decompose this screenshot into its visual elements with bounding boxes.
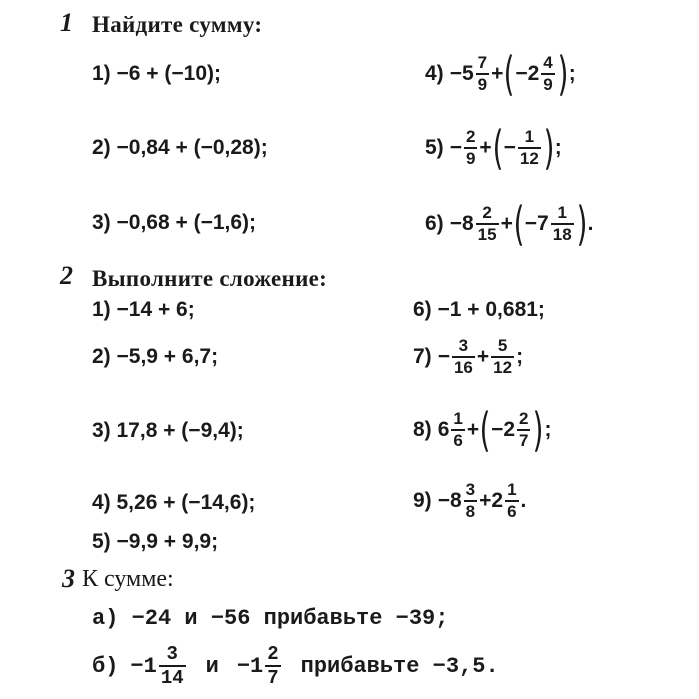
ex3-item-a: а) −24 и −56 прибавьте −39; <box>92 606 449 631</box>
terminator: ; <box>516 345 524 368</box>
fraction: $\frac{2}{9}$ <box>465 127 476 168</box>
exercise-1-number: 1 <box>60 8 73 37</box>
fraction: $\frac{1}{6}$ <box>453 409 463 450</box>
operator: + <box>479 489 492 512</box>
ex2-item-1: 1) −14 + 6; <box>92 298 195 321</box>
ex1-item-4 <box>425 46 576 102</box>
sign: − <box>503 136 516 159</box>
whole-part: −1 <box>130 653 157 679</box>
terminator: . <box>520 489 527 512</box>
open-paren: ( <box>503 47 515 101</box>
fraction: $\frac{3}{16}$ <box>453 336 473 377</box>
sign: − <box>449 136 462 159</box>
operator: + <box>500 212 513 235</box>
fraction: $\frac{4}{9}$ <box>543 53 553 94</box>
sign: − <box>437 345 450 368</box>
ex2-item-2: 2) −5,9 + 6,7; <box>92 345 219 368</box>
ex2-item-6: 6) −1 + 0,681; <box>413 298 545 321</box>
terminator: ; <box>568 62 576 85</box>
exercise-2-title: Выполните сложение: <box>92 266 328 291</box>
terminator: ; <box>544 418 552 441</box>
whole-part: −8 <box>449 212 474 235</box>
fraction: $\frac{3}{14}$ <box>160 643 184 689</box>
whole-part: −5 <box>449 62 474 85</box>
whole-part: −1 <box>236 653 264 679</box>
item-label: б) <box>92 653 119 679</box>
operator: + <box>479 136 492 159</box>
ex2-item-7 <box>413 330 523 384</box>
exercise-2-number: 2 <box>60 261 73 290</box>
fraction: $\frac{2}{15}$ <box>477 203 497 244</box>
terminator: ; <box>554 136 562 159</box>
fraction: $\frac{1}{18}$ <box>552 203 572 244</box>
open-paren: ( <box>492 121 504 175</box>
fraction: $\frac{1}{12}$ <box>519 127 539 168</box>
item-label: 7) <box>413 345 432 368</box>
item-label: 6) <box>425 212 444 235</box>
operator: + <box>476 345 490 368</box>
ex1-item-2: 2) −0,84 + (−0,28); <box>92 136 268 159</box>
operator: + <box>491 62 504 85</box>
fraction: $\frac{2}{7}$ <box>519 409 529 450</box>
ex2-item-3: 3) 17,8 + (−9,4); <box>92 419 244 442</box>
ex1-item-3: 3) −0,68 + (−1,6); <box>92 211 257 234</box>
exercise-3-title: К сумме: <box>82 566 174 592</box>
item-label: 8) <box>413 418 432 441</box>
conjunction: и <box>205 653 219 679</box>
ex2-item-4: 4) 5,26 + (−14,6); <box>92 491 256 514</box>
ex2-item-5: 5) −9,9 + 9,9; <box>92 530 219 553</box>
ex2-item-9 <box>413 474 526 528</box>
ex2-item-8 <box>413 402 551 458</box>
instruction-tail: прибавьте −3,5. <box>300 653 499 679</box>
close-paren: ) <box>543 121 555 175</box>
item-label: 9) <box>413 489 432 512</box>
open-paren: ( <box>479 403 491 457</box>
exercise-3-number: 3 <box>62 564 75 593</box>
fraction: $\frac{5}{12}$ <box>493 336 513 377</box>
close-paren: ) <box>557 47 569 101</box>
ex1-item-1: 1) −6 + (−10); <box>92 62 221 85</box>
fraction: $\frac{7}{9}$ <box>477 53 488 94</box>
whole-part: −7 <box>524 212 549 235</box>
exercise-1-title: Найдите сумму: <box>92 12 263 37</box>
operator: + <box>466 418 480 441</box>
whole-part: −2 <box>515 62 540 85</box>
item-label: 4) <box>425 62 444 85</box>
fraction: $\frac{2}{7}$ <box>267 643 279 689</box>
whole-part: 2 <box>491 489 504 512</box>
close-paren: ) <box>533 403 544 457</box>
open-paren: ( <box>513 197 525 251</box>
whole-part: −8 <box>437 489 462 512</box>
ex1-item-5 <box>425 120 562 176</box>
close-paren: ) <box>576 197 588 251</box>
whole-part: 6 <box>437 418 450 441</box>
fraction: $\frac{1}{6}$ <box>507 480 517 521</box>
fraction: $\frac{3}{8}$ <box>465 480 476 521</box>
terminator: . <box>587 212 594 235</box>
ex3-item-b <box>92 636 499 696</box>
whole-part: −2 <box>491 418 516 441</box>
ex1-item-6 <box>425 196 593 252</box>
item-label: 5) <box>425 136 444 159</box>
